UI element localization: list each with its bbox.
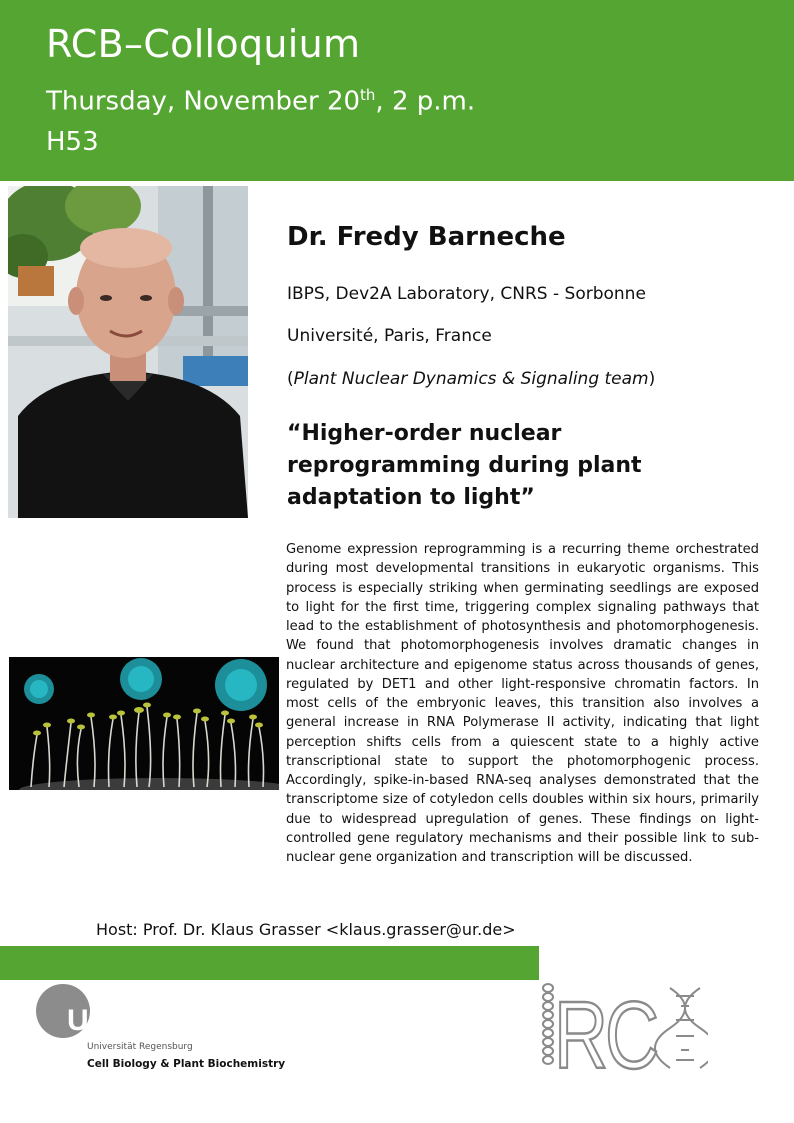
- date-main: Thursday, November 20: [46, 86, 361, 117]
- speaker-photo-illustration: [8, 186, 248, 518]
- team-paren-open: (: [287, 369, 294, 389]
- talk-title: “Higher-order nuclear reprogramming during plant adaptation to light”: [287, 421, 642, 510]
- university-name: Universität Regensburg: [87, 1042, 193, 1052]
- university-regensburg-logo: [34, 984, 154, 1044]
- header-banner: [0, 0, 794, 181]
- footer-green-bar: [0, 946, 539, 980]
- speaker-affiliation-line2: Université, Paris, France: [287, 326, 492, 346]
- speaker-name: Dr. Fredy Barneche: [287, 222, 566, 252]
- date-suffix: th: [360, 86, 376, 104]
- rcb-logo-letters: RC: [554, 982, 657, 1076]
- speaker-team: [287, 369, 655, 389]
- seedling-microscopy-image: [9, 657, 279, 790]
- date-time: , 2 p.m.: [375, 86, 476, 117]
- ur-logo-letters: UR: [67, 1004, 111, 1037]
- talk-abstract: Genome expression reprogramming is a recurring theme orchestrated during most developmental transitions in eukaryotic organisms. This process is especially striking when germinating seedlings are exposed to light for the first time, triggering complex signaling pathways that lead to the establishment of photosynthesis and photomorphogenesis. We found that photomorphogenesis involves dramatic changes in nuclear architecture and epigenome status across thousands of genes, regulated by DET1 and other light-responsive chromatin factors. In most cells of the embryonic leaves, this transition also involves a general increase in RNA Polymerase II activity, indicating that light perception shifts cells from a quiescent state to a highly active transcriptional state to support the photomorphogenic process. Accordingly, spike-in-based RNA-seq analyses demonstrated that the transcriptome size of cotyledon cells doubles within six hours, primarily due to widespread upregulation of genes. These findings on light-controlled gene regulatory mechanisms and their possible link to sub-nuclear gene organization and transcription will be discussed.: [286, 542, 759, 865]
- speaker-affiliation-line1: IBPS, Dev2A Laboratory, CNRS - Sorbonne: [287, 284, 646, 304]
- team-name: Plant Nuclear Dynamics & Signaling team: [293, 369, 649, 389]
- seedling-illustration: [9, 657, 279, 790]
- event-date: [46, 86, 475, 117]
- event-title: RCB–Colloquium: [46, 22, 361, 66]
- speaker-photo: [8, 186, 248, 518]
- rcb-logo: [538, 980, 708, 1076]
- host-line: Host: Prof. Dr. Klaus Grasser <klaus.grasser@ur.de>: [96, 920, 516, 939]
- team-paren-close: ): [648, 369, 656, 389]
- department-name: Cell Biology & Plant Biochemistry: [87, 1058, 286, 1070]
- event-room: H53: [46, 127, 99, 157]
